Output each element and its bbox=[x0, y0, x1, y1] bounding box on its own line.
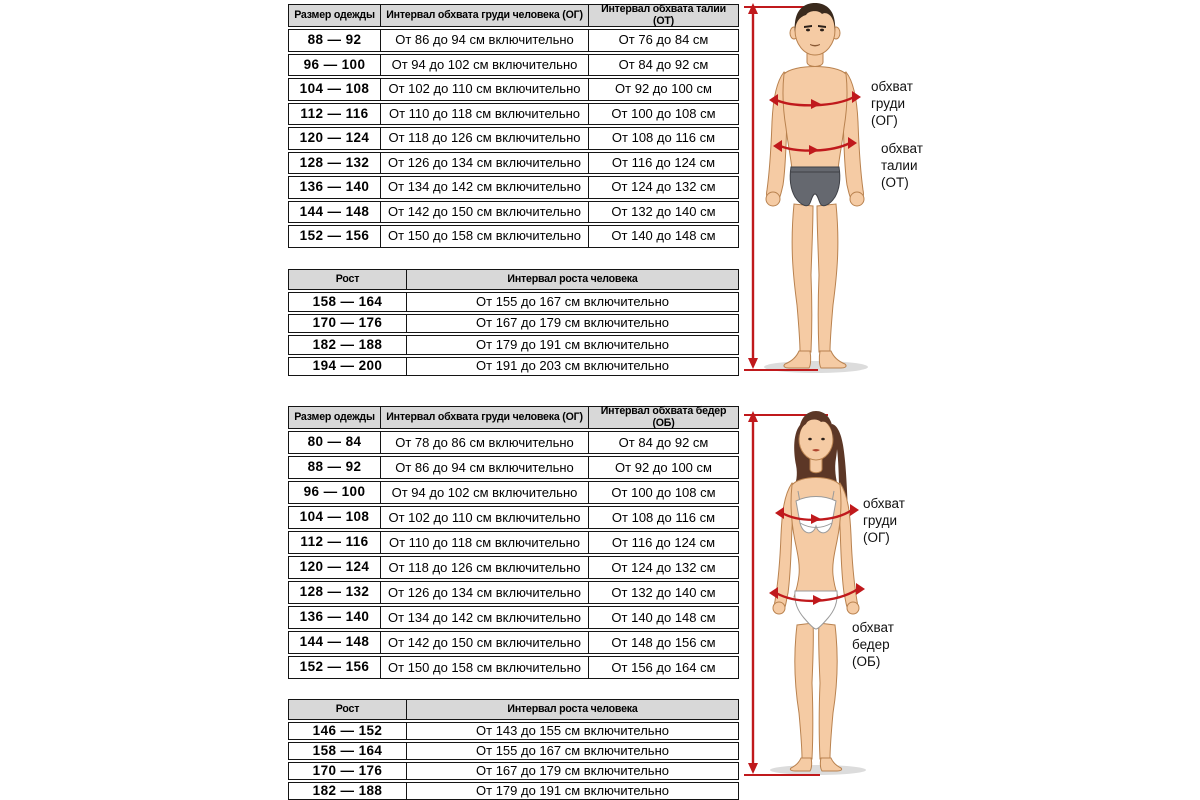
table-row bbox=[288, 176, 739, 199]
table-cell: От 140 до 148 см bbox=[589, 225, 739, 248]
table-cell: От 116 до 124 см bbox=[589, 152, 739, 175]
table-cell: От 94 до 102 см включительно bbox=[381, 54, 589, 77]
label-line: груди bbox=[871, 96, 906, 111]
table-cell: От 100 до 108 см bbox=[589, 481, 739, 504]
label-line: (ОГ) bbox=[871, 113, 898, 128]
table-cell: От 86 до 94 см включительно bbox=[381, 456, 589, 479]
table-cell: От 108 до 116 см bbox=[589, 127, 739, 150]
table-cell: От 76 до 84 см bbox=[589, 29, 739, 52]
header-cell: Интервал роста человека bbox=[407, 699, 739, 720]
table-cell: От 142 до 150 см включительно bbox=[381, 201, 589, 224]
table-cell: От 143 до 155 см включительно bbox=[407, 722, 739, 740]
table-cell: 112 — 116 bbox=[288, 103, 381, 126]
label-line: обхват bbox=[863, 496, 905, 511]
table-cell: 128 — 132 bbox=[288, 581, 381, 604]
table-cell: 170 — 176 bbox=[288, 314, 407, 334]
table-cell: От 110 до 118 см включительно bbox=[381, 103, 589, 126]
header-cell: Размер одежды bbox=[288, 406, 381, 429]
table-cell: 88 — 92 bbox=[288, 29, 381, 52]
table-cell: 146 — 152 bbox=[288, 722, 407, 740]
men-size-table bbox=[288, 4, 739, 248]
table-row bbox=[288, 631, 739, 654]
table-cell: От 124 до 132 см bbox=[589, 556, 739, 579]
table-cell: 194 — 200 bbox=[288, 357, 407, 377]
table-cell: 112 — 116 bbox=[288, 531, 381, 554]
table-cell: От 179 до 191 см включительно bbox=[407, 335, 739, 355]
table-cell: От 84 до 92 см bbox=[589, 54, 739, 77]
table-row bbox=[288, 201, 739, 224]
table-cell: От 92 до 100 см bbox=[589, 78, 739, 101]
table-row bbox=[288, 606, 739, 629]
table-row bbox=[288, 656, 739, 679]
table-cell: От 155 до 167 см включительно bbox=[407, 742, 739, 760]
table-cell: От 110 до 118 см включительно bbox=[381, 531, 589, 554]
table-cell: От 100 до 108 см bbox=[589, 103, 739, 126]
table-cell: 170 — 176 bbox=[288, 762, 407, 780]
floor-shadow bbox=[770, 765, 866, 775]
male-waist-label bbox=[881, 140, 923, 191]
label-line: груди bbox=[863, 513, 898, 528]
table-cell: 120 — 124 bbox=[288, 127, 381, 150]
header-cell: Интервал обхвата талии (ОТ) bbox=[589, 4, 739, 27]
table-cell: 88 — 92 bbox=[288, 456, 381, 479]
table-row bbox=[288, 152, 739, 175]
label-line: обхват bbox=[881, 141, 923, 156]
table-row bbox=[288, 742, 739, 760]
label-line: (ОГ) bbox=[863, 530, 890, 545]
male-figure-illustration bbox=[740, 0, 890, 378]
table-row bbox=[288, 225, 739, 248]
table-cell: От 150 до 158 см включительно bbox=[381, 225, 589, 248]
table-cell: От 78 до 86 см включительно bbox=[381, 431, 589, 454]
table-cell: От 134 до 142 см включительно bbox=[381, 606, 589, 629]
table-row bbox=[288, 782, 739, 800]
table-cell: От 102 до 110 см включительно bbox=[381, 506, 589, 529]
table-row bbox=[288, 722, 739, 740]
table-cell: От 118 до 126 см включительно bbox=[381, 556, 589, 579]
table-header-row bbox=[288, 699, 739, 720]
table-cell: От 86 до 94 см включительно bbox=[381, 29, 589, 52]
table-row bbox=[288, 103, 739, 126]
header-cell: Интервал обхвата груди человека (ОГ) bbox=[381, 406, 589, 429]
table-cell: От 116 до 124 см bbox=[589, 531, 739, 554]
table-cell: От 102 до 110 см включительно bbox=[381, 78, 589, 101]
table-cell: От 108 до 116 см bbox=[589, 506, 739, 529]
label-line: (ОТ) bbox=[881, 175, 909, 190]
table-row bbox=[288, 127, 739, 150]
female-hips-label bbox=[852, 619, 894, 670]
table-cell: 80 — 84 bbox=[288, 431, 381, 454]
table-cell: От 94 до 102 см включительно bbox=[381, 481, 589, 504]
male-briefs bbox=[790, 167, 840, 206]
table-header-row bbox=[288, 269, 739, 290]
table-cell: 128 — 132 bbox=[288, 152, 381, 175]
women-size-table bbox=[288, 406, 739, 679]
table-cell: 182 — 188 bbox=[288, 782, 407, 800]
table-cell: 136 — 140 bbox=[288, 606, 381, 629]
table-header-row bbox=[288, 406, 739, 429]
table-row bbox=[288, 481, 739, 504]
header-cell: Размер одежды bbox=[288, 4, 381, 27]
header-cell: Интервал роста человека bbox=[407, 269, 739, 290]
table-cell: 158 — 164 bbox=[288, 292, 407, 312]
table-cell: 144 — 148 bbox=[288, 631, 381, 654]
table-cell: От 155 до 167 см включительно bbox=[407, 292, 739, 312]
table-cell: От 118 до 126 см включительно bbox=[381, 127, 589, 150]
header-cell: Рост bbox=[288, 699, 407, 720]
women-height-table bbox=[288, 699, 739, 800]
table-cell: 144 — 148 bbox=[288, 201, 381, 224]
table-cell: От 191 до 203 см включительно bbox=[407, 357, 739, 377]
table-row bbox=[288, 292, 739, 312]
table-row bbox=[288, 506, 739, 529]
male-chest-label bbox=[871, 78, 913, 129]
female-figure-illustration bbox=[740, 403, 890, 793]
table-row bbox=[288, 78, 739, 101]
table-cell: 120 — 124 bbox=[288, 556, 381, 579]
label-line: бедер bbox=[852, 637, 890, 652]
table-cell: От 148 до 156 см bbox=[589, 631, 739, 654]
header-cell: Рост bbox=[288, 269, 407, 290]
table-row bbox=[288, 314, 739, 334]
table-cell: 104 — 108 bbox=[288, 506, 381, 529]
table-row bbox=[288, 762, 739, 780]
table-cell: От 134 до 142 см включительно bbox=[381, 176, 589, 199]
table-cell: От 132 до 140 см bbox=[589, 201, 739, 224]
table-cell: От 126 до 134 см включительно bbox=[381, 581, 589, 604]
table-cell: 158 — 164 bbox=[288, 742, 407, 760]
table-row bbox=[288, 581, 739, 604]
men-height-table bbox=[288, 269, 739, 376]
label-line: талии bbox=[881, 158, 918, 173]
floor-shadow bbox=[764, 361, 868, 373]
table-cell: 96 — 100 bbox=[288, 481, 381, 504]
table-row bbox=[288, 29, 739, 52]
female-chest-label bbox=[863, 495, 905, 546]
table-row bbox=[288, 431, 739, 454]
table-cell: От 179 до 191 см включительно bbox=[407, 782, 739, 800]
table-cell: От 126 до 134 см включительно bbox=[381, 152, 589, 175]
table-row bbox=[288, 556, 739, 579]
table-cell: 104 — 108 bbox=[288, 78, 381, 101]
label-line: обхват bbox=[852, 620, 894, 635]
table-cell: 96 — 100 bbox=[288, 54, 381, 77]
table-cell: 136 — 140 bbox=[288, 176, 381, 199]
table-cell: От 142 до 150 см включительно bbox=[381, 631, 589, 654]
table-cell: От 92 до 100 см bbox=[589, 456, 739, 479]
table-cell: От 124 до 132 см bbox=[589, 176, 739, 199]
label-line: обхват bbox=[871, 79, 913, 94]
table-cell: 152 — 156 bbox=[288, 656, 381, 679]
table-cell: От 167 до 179 см включительно bbox=[407, 762, 739, 780]
table-row bbox=[288, 531, 739, 554]
label-line: (ОБ) bbox=[852, 654, 881, 669]
table-row bbox=[288, 357, 739, 377]
header-cell: Интервал обхвата груди человека (ОГ) bbox=[381, 4, 589, 27]
table-cell: От 167 до 179 см включительно bbox=[407, 314, 739, 334]
table-row bbox=[288, 456, 739, 479]
table-cell: От 132 до 140 см bbox=[589, 581, 739, 604]
table-cell: От 156 до 164 см bbox=[589, 656, 739, 679]
table-cell: От 140 до 148 см bbox=[589, 606, 739, 629]
header-cell: Интервал обхвата бедер (ОБ) bbox=[589, 406, 739, 429]
table-header-row bbox=[288, 4, 739, 27]
table-row bbox=[288, 335, 739, 355]
table-cell: От 84 до 92 см bbox=[589, 431, 739, 454]
table-row bbox=[288, 54, 739, 77]
table-cell: 182 — 188 bbox=[288, 335, 407, 355]
table-cell: От 150 до 158 см включительно bbox=[381, 656, 589, 679]
table-cell: 152 — 156 bbox=[288, 225, 381, 248]
